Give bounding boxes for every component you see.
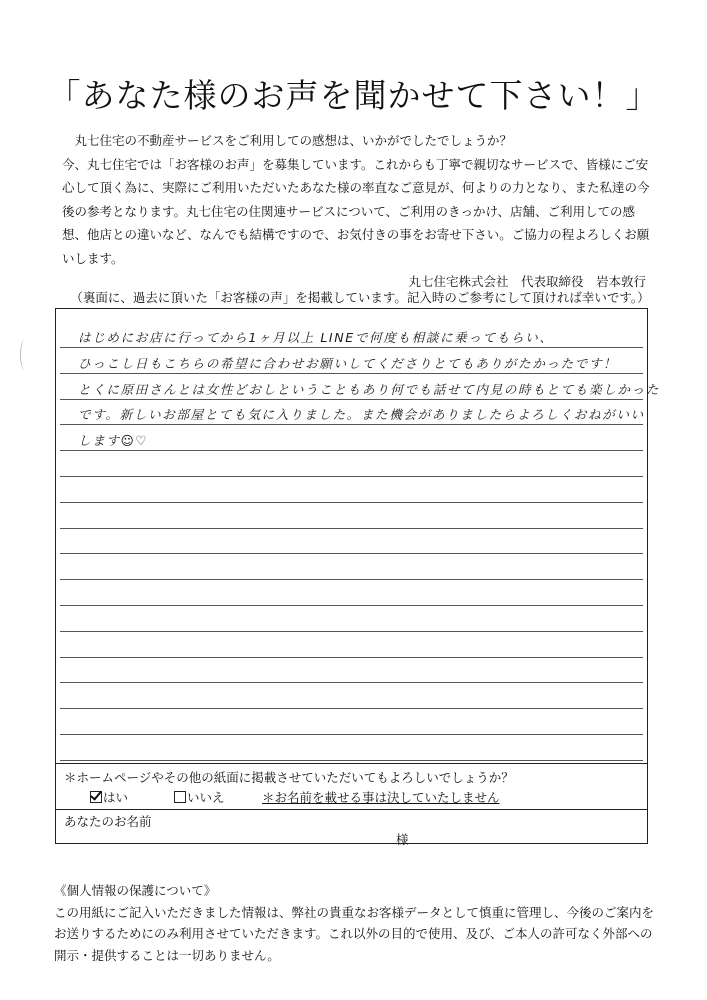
consent-section bbox=[56, 763, 647, 810]
consent-no-option[interactable] bbox=[174, 788, 225, 806]
ruled-line bbox=[60, 347, 643, 348]
name-label: あなたのお名前 bbox=[64, 814, 152, 829]
scan-artifact bbox=[20, 340, 29, 370]
comment-area[interactable] bbox=[60, 309, 660, 763]
ruled-line bbox=[60, 760, 643, 761]
intro-paragraph-1: 丸七住宅の不動産サービスをご利用しての感想は、いかがでしたでしょうか？ bbox=[62, 133, 513, 148]
privacy-section bbox=[54, 880, 664, 966]
ruled-line bbox=[60, 631, 643, 632]
ruled-line bbox=[60, 476, 643, 477]
ruled-line bbox=[60, 579, 643, 580]
ruled-line bbox=[60, 399, 643, 400]
privacy-heading: 《個人情報の保護について》 bbox=[54, 883, 217, 898]
no-checkbox[interactable] bbox=[174, 791, 186, 803]
page-title: 「あなた様のお声を聞かせて下さい！」 bbox=[47, 76, 660, 115]
name-field[interactable] bbox=[56, 809, 647, 847]
handwritten-line: はじめにお店に行ってから1ヶ月以上 LINEで何度も相談に乗ってもらい、 bbox=[78, 330, 554, 345]
signature: 丸七住宅株式会社 代表取締役 岩本敦行 bbox=[408, 274, 646, 289]
ruled-line bbox=[60, 553, 643, 554]
name-honorific: 様 bbox=[396, 832, 409, 847]
ruled-line bbox=[60, 450, 643, 451]
ruled-line bbox=[60, 708, 643, 709]
handwritten-line: します☺♡ bbox=[78, 433, 149, 449]
ruled-line bbox=[60, 424, 643, 425]
no-label: いいえ bbox=[187, 790, 225, 805]
handwritten-line: とくに原田さんとは女性どおしということもあり何でも話せて内見の時もとても楽しかった bbox=[78, 381, 660, 397]
intro-paragraph-2: 今、丸七住宅では「お客様のお声」を募集しています。これからも丁寧で親切なサービスで、皆様にご安心して頂く為に、実際にご利用いただいたあなた様の率直なご意見が、何よりの力となり、また私達の今後の参考となります。丸七住宅の住関連サービスについて、ご利用のきっかけ、店舗、ご利用しての感想、他店との違いなど、なんでも結構ですので、お気付きの事をお寄せ下さい。ご協力の程よろしくお願いします。 bbox=[62, 156, 650, 266]
handwritten-line: ひっこし日もこちらの希望に合わせお願いしてくださりとてもありがたかったです！ bbox=[78, 355, 618, 371]
feedback-form bbox=[55, 308, 660, 847]
ruled-line bbox=[60, 373, 643, 374]
ruled-line bbox=[60, 528, 643, 529]
ruled-line bbox=[60, 657, 643, 658]
intro-section bbox=[62, 129, 654, 294]
consent-name-note: ＊お名前を載せる事は決していたしません bbox=[262, 790, 500, 805]
consent-question: ＊ホームページやその他の紙面に掲載させていただいてもよろしいでしょうか？ bbox=[64, 770, 514, 785]
handwritten-line: です。新しいお部屋とても気に入りました。また機会がありましたらよろしくおねがいい bbox=[78, 407, 645, 423]
ruled-line bbox=[60, 502, 643, 503]
privacy-text: この用紙にご記入いただきました情報は、弊社の貴重なお客様データとして慎重に管理し、今後のご案内をお送りするためにのみ利用させていただきます。これ以外の目的で使用、及び、ご本人の許可なく外部への開示・提供することは一切ありません。 bbox=[54, 904, 655, 963]
ruled-line bbox=[60, 734, 643, 735]
yes-label: はい bbox=[103, 790, 129, 805]
consent-yes-option[interactable] bbox=[90, 788, 128, 806]
ruled-line bbox=[60, 605, 643, 606]
reference-note: （裏面に、過去に頂いた「お客様の声」を掲載しています。記入時のご参考にして頂ければ幸いです。） bbox=[70, 290, 650, 305]
yes-checkbox[interactable] bbox=[90, 791, 102, 803]
ruled-line bbox=[60, 682, 643, 683]
